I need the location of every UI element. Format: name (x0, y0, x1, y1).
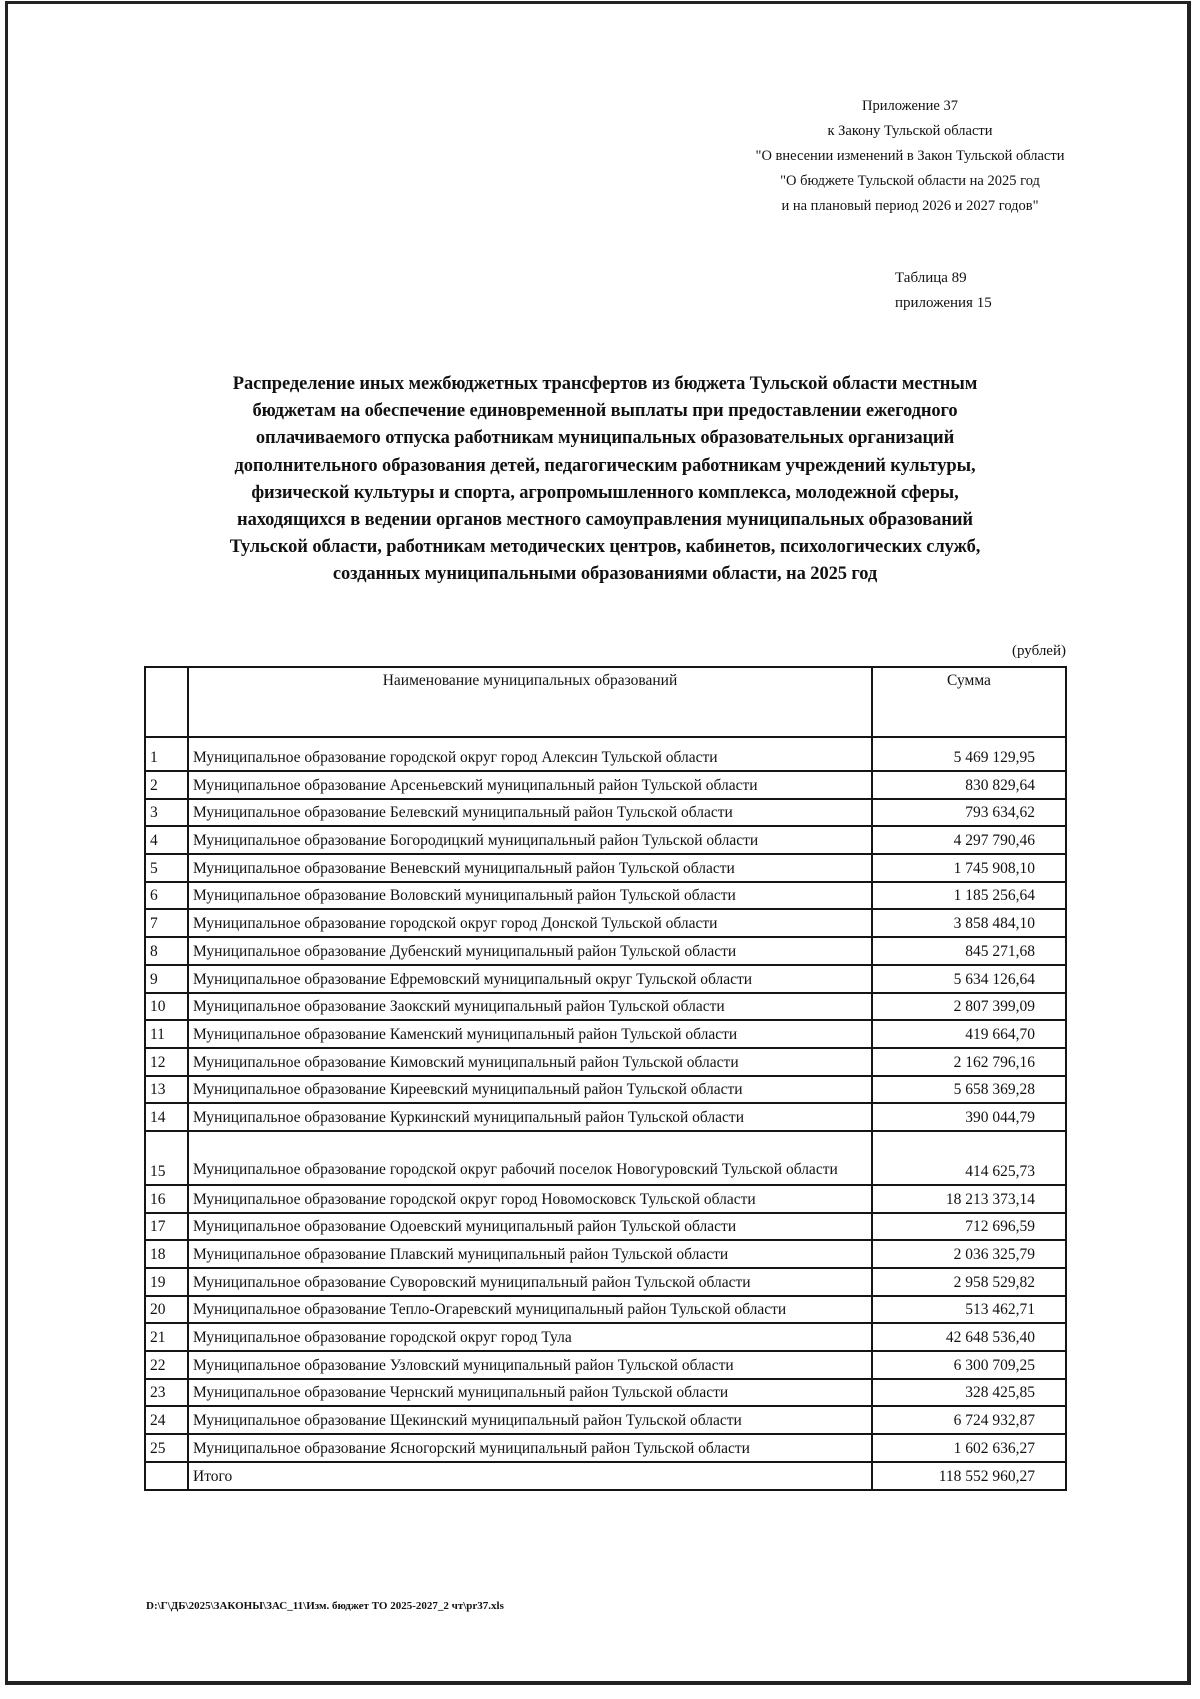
table-appendix: приложения 15 (895, 295, 992, 311)
row-number: 16 (145, 1185, 188, 1213)
municipality-name: Муниципальное образование Ясногорский муниципальный район Тульской области (188, 1434, 872, 1462)
table-row (145, 937, 1066, 965)
table-row (145, 1379, 1066, 1407)
table-row (145, 1213, 1066, 1241)
table-row (145, 1296, 1066, 1324)
municipality-name: Муниципальное образование городской округ город Тула (188, 1323, 872, 1351)
row-number: 6 (145, 882, 188, 910)
appendix-line: и на плановый период 2026 и 2027 годов" (781, 198, 1039, 214)
amount-value: 845 271,68 (872, 937, 1066, 965)
amount-value: 2 958 529,82 (872, 1268, 1066, 1296)
table-row (145, 993, 1066, 1021)
row-number: 18 (145, 1240, 188, 1268)
title-line: созданных муниципальными образованиями области, на 2025 год (332, 564, 878, 585)
municipality-name: Муниципальное образование Белевский муниципальный район Тульской области (188, 799, 872, 827)
table-row (145, 1103, 1066, 1131)
municipality-name: Муниципальное образование Богородицкий муниципальный район Тульской области (188, 826, 872, 854)
amount-value: 3 858 484,10 (872, 909, 1066, 937)
table-row (145, 771, 1066, 799)
total-municipality-name: Итого (188, 1462, 872, 1490)
table-row (145, 909, 1066, 937)
municipality-name: Муниципальное образование Узловский муниципальный район Тульской области (188, 1351, 872, 1379)
municipality-name: Муниципальное образование Кимовский муниципальный район Тульской области (188, 1048, 872, 1076)
appendix-line: к Закону Тульской области (827, 123, 993, 139)
amount-value: 42 648 536,40 (872, 1323, 1066, 1351)
appendix-line: "О бюджете Тульской области на 2025 год (780, 173, 1040, 189)
table-row (145, 1323, 1066, 1351)
title-line: дополнительного образования детей, педагогическим работникам учреждений культуры, (234, 455, 976, 476)
column-header-sum: Сумма (872, 667, 1066, 737)
row-number: 22 (145, 1351, 188, 1379)
municipality-name: Муниципальное образование Каменский муниципальный район Тульской области (188, 1020, 872, 1048)
municipality-name: Муниципальное образование городской округ город Алексин Тульской области (188, 737, 872, 771)
row-number: 7 (145, 909, 188, 937)
appendix-line: "О внесении изменений в Закон Тульской области (755, 148, 1065, 164)
table-row (145, 1351, 1066, 1379)
row-number: 24 (145, 1406, 188, 1434)
row-number: 14 (145, 1103, 188, 1131)
amount-value: 6 300 709,25 (872, 1351, 1066, 1379)
municipality-name: Муниципальное образование Куркинский муниципальный район Тульской области (188, 1103, 872, 1131)
table-row (145, 737, 1066, 771)
column-header-number (145, 667, 188, 737)
municipality-name: Муниципальное образование Заокский муниципальный район Тульской области (188, 993, 872, 1021)
title-line: Тульской области, работникам методических центров, кабинетов, психологических служб, (229, 537, 981, 558)
municipality-name: Муниципальное образование Веневский муниципальный район Тульской области (188, 854, 872, 882)
row-number: 20 (145, 1296, 188, 1324)
title-line: оплачиваемого отпуска работникам муниципальных образовательных организаций (255, 428, 955, 449)
row-number: 13 (145, 1076, 188, 1104)
table-row (145, 1406, 1066, 1434)
row-number: 11 (145, 1020, 188, 1048)
row-number: 4 (145, 826, 188, 854)
amount-value: 6 724 932,87 (872, 1406, 1066, 1434)
table-row (145, 882, 1066, 910)
municipality-name: Муниципальное образование Ефремовский муниципальный округ Тульской области (188, 965, 872, 993)
row-number: 23 (145, 1379, 188, 1407)
table-reference (895, 266, 992, 316)
municipality-name: Муниципальное образование Воловский муниципальный район Тульской области (188, 882, 872, 910)
amount-value: 419 664,70 (872, 1020, 1066, 1048)
row-number: 10 (145, 993, 188, 1021)
amount-value: 328 425,85 (872, 1379, 1066, 1407)
amount-value: 513 462,71 (872, 1296, 1066, 1324)
amount-value: 390 044,79 (872, 1103, 1066, 1131)
table-row (145, 1048, 1066, 1076)
row-number: 5 (145, 854, 188, 882)
amount-value: 4 297 790,46 (872, 826, 1066, 854)
document-title (160, 371, 1050, 589)
amount-value: 5 658 369,28 (872, 1076, 1066, 1104)
row-number: 1 (145, 737, 188, 771)
table-row (145, 1240, 1066, 1268)
row-number: 17 (145, 1213, 188, 1241)
row-number: 15 (145, 1131, 188, 1185)
table-row (145, 1185, 1066, 1213)
municipality-name: Муниципальное образование городской округ город Донской Тульской области (188, 909, 872, 937)
table-body (145, 737, 1066, 1490)
table-row (145, 854, 1066, 882)
row-number: 8 (145, 937, 188, 965)
municipality-name: Муниципальное образование городской округ рабочий поселок Новогуровский Тульской области (188, 1131, 872, 1185)
table-header-row (145, 667, 1066, 737)
column-header-name: Наименование муниципальных образований (188, 667, 872, 737)
table-row (145, 1020, 1066, 1048)
municipality-name: Муниципальное образование Чернский муниципальный район Тульской области (188, 1379, 872, 1407)
amount-value: 414 625,73 (872, 1131, 1066, 1185)
municipality-name: Муниципальное образование Суворовский муниципальный район Тульской области (188, 1268, 872, 1296)
table-row (145, 1434, 1066, 1462)
row-number: 9 (145, 965, 188, 993)
title-line: находящихся в ведении органов местного самоуправления муниципальных образований (237, 510, 973, 531)
total-amount-value: 118 552 960,27 (872, 1462, 1066, 1490)
appendix-line: Приложение 37 (862, 98, 958, 114)
amount-value: 793 634,62 (872, 799, 1066, 827)
table-row (145, 1131, 1066, 1185)
municipality-name: Муниципальное образование Одоевский муниципальный район Тульской области (188, 1213, 872, 1241)
table-row (145, 799, 1066, 827)
municipality-name: Муниципальное образование Арсеньевский муниципальный район Тульской области (188, 771, 872, 799)
allocation-table (144, 666, 1067, 1491)
amount-value: 2 036 325,79 (872, 1240, 1066, 1268)
municipality-name: Муниципальное образование Плавский муниципальный район Тульской области (188, 1240, 872, 1268)
table-row (145, 826, 1066, 854)
row-number: 25 (145, 1434, 188, 1462)
municipality-name: Муниципальное образование Щекинский муниципальный район Тульской области (188, 1406, 872, 1434)
table-row (145, 1268, 1066, 1296)
municipality-name: Муниципальное образование Тепло-Огаревский муниципальный район Тульской области (188, 1296, 872, 1324)
table-row (145, 965, 1066, 993)
row-number: 2 (145, 771, 188, 799)
amount-value: 2 162 796,16 (872, 1048, 1066, 1076)
title-line: физической культуры и спорта, агропромышленного комплекса, молодежной сферы, (251, 482, 959, 503)
amount-value: 1 602 636,27 (872, 1434, 1066, 1462)
amount-value: 1 185 256,64 (872, 882, 1066, 910)
amount-value: 712 696,59 (872, 1213, 1066, 1241)
title-line: Распределение иных межбюджетных трансфертов из бюджета Тульской области местным (232, 374, 978, 394)
row-number: 12 (145, 1048, 188, 1076)
amount-value: 1 745 908,10 (872, 854, 1066, 882)
row-number: 3 (145, 799, 188, 827)
table-number: Таблица 89 (895, 270, 967, 286)
amount-value: 830 829,64 (872, 771, 1066, 799)
title-line: бюджетам на обеспечение единовременной выплаты при предоставлении ежегодного (252, 401, 958, 422)
municipality-name: Муниципальное образование Дубенский муниципальный район Тульской области (188, 937, 872, 965)
amount-value: 5 469 129,95 (872, 737, 1066, 771)
amount-value: 5 634 126,64 (872, 965, 1066, 993)
row-number: 21 (145, 1323, 188, 1351)
table-row (145, 1076, 1066, 1104)
file-path-footer: D:\Г\ДБ\2025\ЗАКОНЫ\ЗАС_11\Изм. бюджет ТО 2025-2027_2 чт\pr37.xls (146, 1600, 504, 1612)
amount-value: 2 807 399,09 (872, 993, 1066, 1021)
municipality-name: Муниципальное образование городской округ город Новомосковск Тульской области (188, 1185, 872, 1213)
table-total-row (145, 1462, 1066, 1490)
total-row-number (145, 1462, 188, 1490)
municipality-name: Муниципальное образование Киреевский муниципальный район Тульской области (188, 1076, 872, 1104)
amount-value: 18 213 373,14 (872, 1185, 1066, 1213)
appendix-header (700, 94, 1120, 219)
row-number: 19 (145, 1268, 188, 1296)
units-label: (рублей) (1011, 643, 1066, 659)
